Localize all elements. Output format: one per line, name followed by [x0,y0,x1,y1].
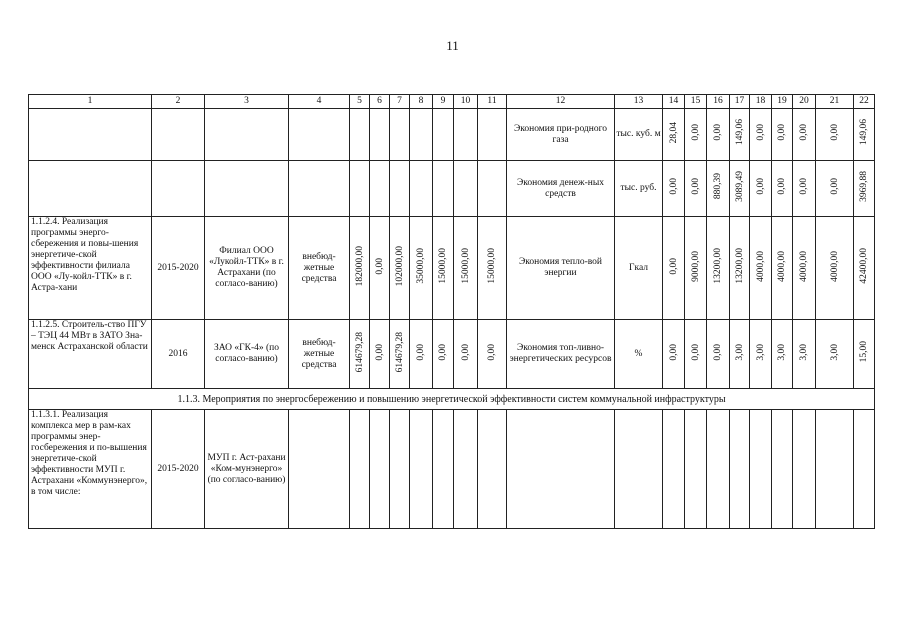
empty-cell [29,109,152,161]
empty-cell [205,161,289,217]
empty-cell [793,410,816,529]
funding-cell: 614679,28 [390,320,410,389]
value-cell: 0,00 [685,161,707,217]
funding-cell: 0,00 [370,217,390,320]
empty-cell [707,410,730,529]
value-cell: 4000,00 [793,217,816,320]
value-cell: 42400,00 [854,217,875,320]
value-cell: 0,00 [772,161,793,217]
indicator-cell: Экономия топ-ливно-энергетических ресурсов [507,320,615,389]
value-cell: 13200,00 [730,217,750,320]
value-cell: 3,00 [730,320,750,389]
years-cell: 2016 [152,320,205,389]
empty-cell [410,161,433,217]
funding-cell: 15000,00 [478,217,507,320]
value-cell: 0,00 [685,320,707,389]
empty-cell [350,109,370,161]
unit-cell: % [615,320,663,389]
executor-cell: МУП г. Аст-рахани «Ком-мунэнерго» (по согласо-ванию) [205,410,289,529]
empty-cell [685,410,707,529]
col-header: 12 [507,95,615,109]
empty-cell [454,109,478,161]
funding-cell: 0,00 [370,320,390,389]
empty-cell [433,161,454,217]
col-header: 8 [410,95,433,109]
value-cell: 0,00 [685,109,707,161]
value-cell: 149,06 [730,109,750,161]
value-cell: 3,00 [793,320,816,389]
table-row [29,217,875,320]
value-cell: 0,00 [793,161,816,217]
unit-cell: Гкал [615,217,663,320]
empty-cell [370,109,390,161]
source-cell: внебюд-жетные средства [289,217,350,320]
empty-cell [478,410,507,529]
empty-cell [854,410,875,529]
value-cell: 4000,00 [816,217,854,320]
col-header: 22 [854,95,875,109]
value-cell: 0,00 [816,161,854,217]
funding-cell: 35000,00 [410,217,433,320]
funding-cell: 0,00 [410,320,433,389]
value-cell: 9000,00 [685,217,707,320]
empty-cell [478,161,507,217]
empty-cell [390,109,410,161]
value-cell: 3,00 [816,320,854,389]
value-cell: 0,00 [816,109,854,161]
value-cell: 4000,00 [750,217,772,320]
funding-cell: 182000,00 [350,217,370,320]
empty-cell [289,410,350,529]
empty-cell [615,410,663,529]
funding-cell: 15000,00 [454,217,478,320]
funding-cell: 15000,00 [433,217,454,320]
source-cell: внебюд-жетные средства [289,320,350,389]
col-header: 10 [454,95,478,109]
col-header: 21 [816,95,854,109]
measure-name: 1.1.2.4. Реализация программы энерго-сбережения и повы-шения энергетиче-ской эффективности филиала ООО «Лу-койл-ТТК» в г. Астра-хани [29,217,152,320]
table-row [29,410,875,529]
section-row [29,389,875,410]
col-header: 13 [615,95,663,109]
funding-cell: 0,00 [433,320,454,389]
column-number-row [29,95,875,109]
empty-cell [152,161,205,217]
empty-cell [454,410,478,529]
value-cell: 0,00 [707,320,730,389]
empty-cell [152,109,205,161]
measure-name: 1.1.3.1. Реализация комплекса мер в рам-ках программы энер-госбережения и по-вышения энергетиче-ской эффективности МУП г. Астрахани «Коммунэнерго», в том числе: [29,410,152,529]
empty-cell [433,410,454,529]
empty-cell [350,410,370,529]
value-cell: 0,00 [750,161,772,217]
table-row [29,109,875,161]
col-header: 16 [707,95,730,109]
value-cell: 3,00 [750,320,772,389]
value-cell: 3,00 [772,320,793,389]
col-header: 11 [478,95,507,109]
empty-cell [29,161,152,217]
page-number: 11 [446,38,459,53]
executor-cell: Филиал ООО «Лукойл-ТТК» в г. Астрахани (по согласо-ванию) [205,217,289,320]
table-row [29,320,875,389]
funding-cell: 614679,28 [350,320,370,389]
empty-cell [390,161,410,217]
measure-name: 1.1.2.5. Строитель-ство ПГУ – ТЭЦ 44 МВт в ЗАТО Зна-менск Астраханской области [29,320,152,389]
col-header: 17 [730,95,750,109]
value-cell: 28,04 [663,109,685,161]
empty-cell [663,410,685,529]
col-header: 6 [370,95,390,109]
col-header: 2 [152,95,205,109]
indicator-cell: Экономия тепло-вой энергии [507,217,615,320]
empty-cell [772,410,793,529]
value-cell: 149,06 [854,109,875,161]
empty-cell [410,410,433,529]
unit-cell: тыс. руб. [615,161,663,217]
value-cell: 0,00 [772,109,793,161]
empty-cell [507,410,615,529]
empty-cell [289,109,350,161]
value-cell: 0,00 [663,320,685,389]
col-header: 20 [793,95,816,109]
empty-cell [390,410,410,529]
value-cell: 3969,88 [854,161,875,217]
col-header: 3 [205,95,289,109]
col-header: 14 [663,95,685,109]
value-cell: 15,00 [854,320,875,389]
col-header: 15 [685,95,707,109]
indicator-cell: Экономия при-родного газа [507,109,615,161]
empty-cell [370,410,390,529]
empty-cell [205,109,289,161]
years-cell: 2015-2020 [152,410,205,529]
unit-cell: тыс. куб. м [615,109,663,161]
empty-cell [410,109,433,161]
col-header: 4 [289,95,350,109]
col-header: 7 [390,95,410,109]
funding-cell: 0,00 [478,320,507,389]
table-row [29,161,875,217]
empty-cell [730,410,750,529]
funding-cell: 102000,00 [390,217,410,320]
years-cell: 2015-2020 [152,217,205,320]
value-cell: 3089,49 [730,161,750,217]
col-header: 18 [750,95,772,109]
value-cell: 0,00 [707,109,730,161]
col-header: 9 [433,95,454,109]
empty-cell [816,410,854,529]
section-title: 1.1.3. Мероприятия по энергосбережению и повышению энергетической эффективности систем коммунальной инфраструктуры [29,389,875,410]
value-cell: 0,00 [663,217,685,320]
value-cell: 0,00 [750,109,772,161]
empty-cell [478,109,507,161]
measures-table [28,94,875,529]
value-cell: 4000,00 [772,217,793,320]
indicator-cell: Экономия денеж-ных средств [507,161,615,217]
empty-cell [370,161,390,217]
executor-cell: ЗАО «ГК-4» (по согласо-ванию) [205,320,289,389]
col-header: 1 [29,95,152,109]
empty-cell [433,109,454,161]
value-cell: 13200,00 [707,217,730,320]
empty-cell [454,161,478,217]
value-cell: 0,00 [793,109,816,161]
empty-cell [350,161,370,217]
col-header: 5 [350,95,370,109]
col-header: 19 [772,95,793,109]
funding-cell: 0,00 [454,320,478,389]
value-cell: 880,39 [707,161,730,217]
value-cell: 0,00 [663,161,685,217]
empty-cell [289,161,350,217]
empty-cell [750,410,772,529]
